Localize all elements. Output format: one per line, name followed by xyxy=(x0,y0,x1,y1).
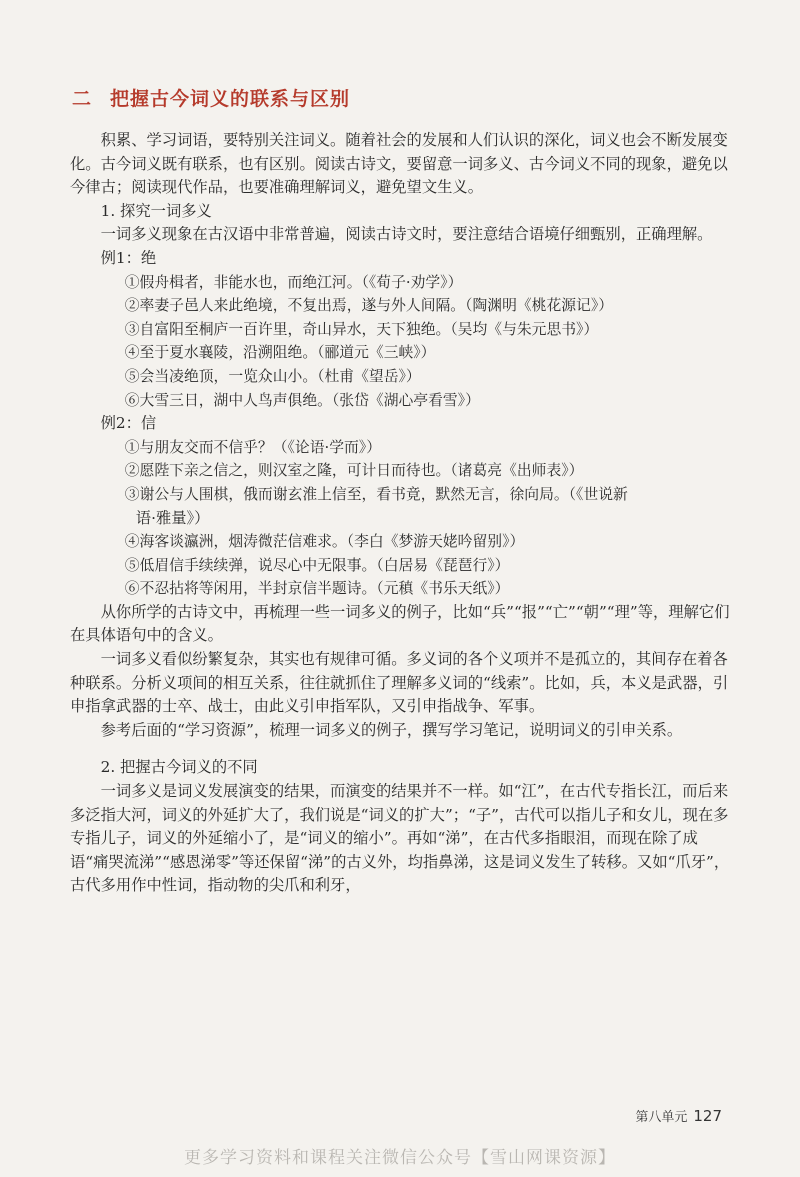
unit-label: 第八单元 xyxy=(635,1110,688,1125)
section-gap xyxy=(70,742,730,756)
part1-paragraph-4: 参考后面的“学习资源”，梳理一词多义的例子，撰写学习笔记，说明词义的引申关系。 xyxy=(100,720,683,739)
example2-item: ④海客谈瀛洲，烟涛微茫信难求。（李白《梦游天姥吟留别》） xyxy=(124,533,525,551)
part1-paragraph-3: 一词多义看似纷繁复杂，其实也有规律可循。多义词的各个义项并不是孤立的，其间存在着各种联系。分析义项间的相互关系，往往就抓住了理解多义词的“线索”。比如，兵，本义是武器，引申指拿武器的士卒、战士，由此义引申指军队，又引申指战争、军事。 xyxy=(70,650,729,716)
section-title: 把握古今词义的联系与区别 xyxy=(110,88,351,110)
example1-item: ⑤会当凌绝顶，一览众山小。（杜甫《望岳》） xyxy=(124,367,421,385)
intro-paragraph: 积累、学习词语，要特别关注词义。随着社会的发展和人们认识的深化，词义也会不断发展变化。古今词义既有联系，也有区别。阅读古诗文，要留意一词多义、古今词义不同的现象，避免以今律古；阅读现代作品，也要准确理解词义，避免望文生义。 xyxy=(70,131,728,197)
example1-item: ⑥大雪三日，湖中人鸟声俱绝。（张岱《湖心亭看雪》） xyxy=(124,391,480,409)
part1-heading: 1. 探究一词多义 xyxy=(100,201,212,220)
example2-item: ③谢公与人围棋，俄而谢玄淮上信至，看书竟，默然无言，徐向局。（《世说新 xyxy=(124,485,628,503)
example2-item: ⑤低眉信手续续弹，说尽心中无限事。（白居易《琵琶行》） xyxy=(124,556,510,574)
part1-paragraph-2: 从你所学的古诗文中，再梳理一些一词多义的例子，比如“兵”“报”“亡”“朝”“理”等，理解它们在具体语句中的含义。 xyxy=(70,602,730,645)
part2-paragraph: 一词多义是词义发展演变的结果，而演变的结果并不一样。如“江”，在古代专指长江，而后来多泛指大河，词义的外延扩大了，我们说是“词义的扩大”；“子”，古代可以指儿子和女儿，现在多专指儿子，词义的外延缩小了，是“词义的缩小”。再如“涕”，在古代多指眼泪，而现在除了成语“痛哭流涕”“感恩涕零”等还保留“涕”的古义外，均指鼻涕，这是词义发生了转移。又如“爪牙”，古代多用作中性词，指动物的尖爪和利牙， xyxy=(70,782,730,895)
example1-item: ②率妻子邑人来此绝境，不复出焉，遂与外人间隔。（陶渊明《桃花源记》） xyxy=(124,297,614,315)
example1-label: 例1：绝 xyxy=(100,248,157,267)
part2-heading: 2. 把握古今词义的不同 xyxy=(100,758,258,777)
example1-item: ④至于夏水襄陵，沿溯阻绝。（郦道元《三峡》） xyxy=(124,344,436,362)
page-footer xyxy=(635,1106,722,1125)
example2-item: ①与朋友交而不信乎？（《论语·学而》） xyxy=(124,438,381,456)
example2-label: 例2：信 xyxy=(100,414,157,433)
example2-item: ②愿陛下亲之信之，则汉室之隆，可计日而待也。（诸葛亮《出师表》） xyxy=(124,462,584,480)
example1-item: ③自富阳至桐庐一百许里，奇山异水，天下独绝。（吴均《与朱元思书》） xyxy=(124,320,599,338)
example1-item: ①假舟楫者，非能水也，而绝江河。（《荀子·劝学》） xyxy=(124,273,463,291)
example2-item-continuation: 语·雅量》） xyxy=(135,508,210,527)
example2-item: ⑥不忍拈将等闲用，半封京信半题诗。（元稹《书乐天纸》） xyxy=(124,580,510,598)
section-number: 二 xyxy=(72,88,93,110)
body-text xyxy=(70,129,730,898)
section-heading xyxy=(72,84,350,111)
page-number: 127 xyxy=(693,1107,722,1125)
part1-paragraph: 一词多义现象在古汉语中非常普遍，阅读古诗文时，要注意结合语境仔细甄别，正确理解。 xyxy=(100,225,713,244)
watermark-text: 更多学习资料和课程关注微信公众号【雪山网课资源】 xyxy=(184,1148,616,1168)
